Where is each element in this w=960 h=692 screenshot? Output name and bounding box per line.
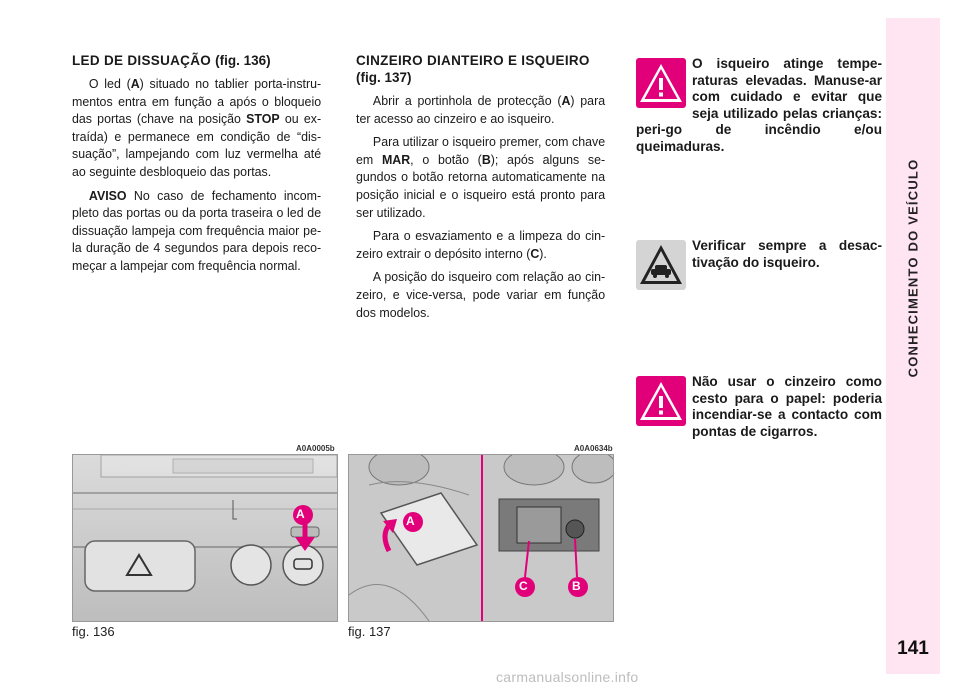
section-title: CONHECIMENTO DO VEÍCULO (905, 158, 921, 378)
warning-hot-lighter-text: O isqueiro atinge tempe-raturas elevadas. Manuse-ar com cuidado e evitar que seja utilizado pelas crianças: peri-go de incêndio e/ou queimaduras. (636, 56, 882, 154)
page-number: 141 (897, 638, 929, 659)
ashtray-paragraph-3: Para o esvaziamento e a limpeza do cin-zeiro extrair o depósito interno (C). (356, 228, 606, 261)
section-sidebar (886, 18, 940, 674)
ashtray-paragraph-2: Para utilizar o isqueiro premer, com chave em MAR, o botão (B); após alguns se-gundos o botão retorna automaticamente na posição inicial e o isqueiro está pronto para ser utilizado. (356, 134, 606, 220)
ashtray-section (356, 52, 606, 327)
warning-ashtray-paper (636, 374, 882, 440)
ashtray-paragraph-4: A posição do isqueiro com relação ao cin-zeiro, e vice-versa, pode variar em função dos modelos. (356, 269, 606, 320)
led-heading: LED DE DISSUAÇÃO (fig. 136) (72, 53, 271, 68)
warning-triangle-icon (636, 58, 686, 108)
warning-ashtray-paper-text: Não usar o cinzeiro como cesto para o papel: poderia incendiar-se a contacto com pontas de cigarros. (692, 374, 882, 439)
fig136-caption: fig. 136 (72, 624, 115, 639)
ashtray-heading: CINZEIRO DIANTEIRO E ISQUEIRO (fig. 137) (356, 53, 590, 85)
fig137-label-a: A (406, 514, 415, 528)
fig136-image (72, 454, 338, 622)
fig136-illustration (73, 455, 337, 621)
warning-deactivate-lighter-text: Verificar sempre a desac-tivação do isqueiro. (692, 238, 882, 270)
fig137-image (348, 454, 614, 622)
fig137-label-c: C (519, 579, 528, 593)
led-paragraph-1: O led (A) situado no tablier porta-instru-mentos entra em função a após o bloqueio das portas (chave na posição STOP ou ex-traída) e permanece em condição de “dis-suação”, lampejando com luz vermelha até ao seguinte desbloqueio das portas. (72, 76, 322, 179)
ashtray-paragraph-1: Abrir a portinhola de protecção (A) para ter acesso ao cinzeiro e ao isqueiro. (356, 93, 606, 126)
fig137-illustration (349, 455, 613, 621)
warning-deactivate-lighter (636, 238, 882, 292)
environment-triangle-icon (636, 240, 686, 290)
led-paragraph-2: AVISO No caso de fechamento incom-pleto das portas ou da porta traseira o led de dissuação lampeja com frequência maior pe-la duração de 4 segundos para depois reco-meçar a lampejar com frequência normal. (72, 187, 322, 273)
fig137-code: A0A0634b (574, 444, 613, 453)
fig137-label-b: B (572, 579, 581, 593)
led-section (72, 52, 322, 281)
warning-hot-lighter (636, 56, 882, 156)
fig136-label-a: A (296, 507, 305, 521)
watermark: carmanualsonline.info (496, 669, 639, 685)
fig137-caption: fig. 137 (348, 624, 391, 639)
fig136-code: A0A0005b (296, 444, 335, 453)
warning-triangle-icon (636, 376, 686, 426)
